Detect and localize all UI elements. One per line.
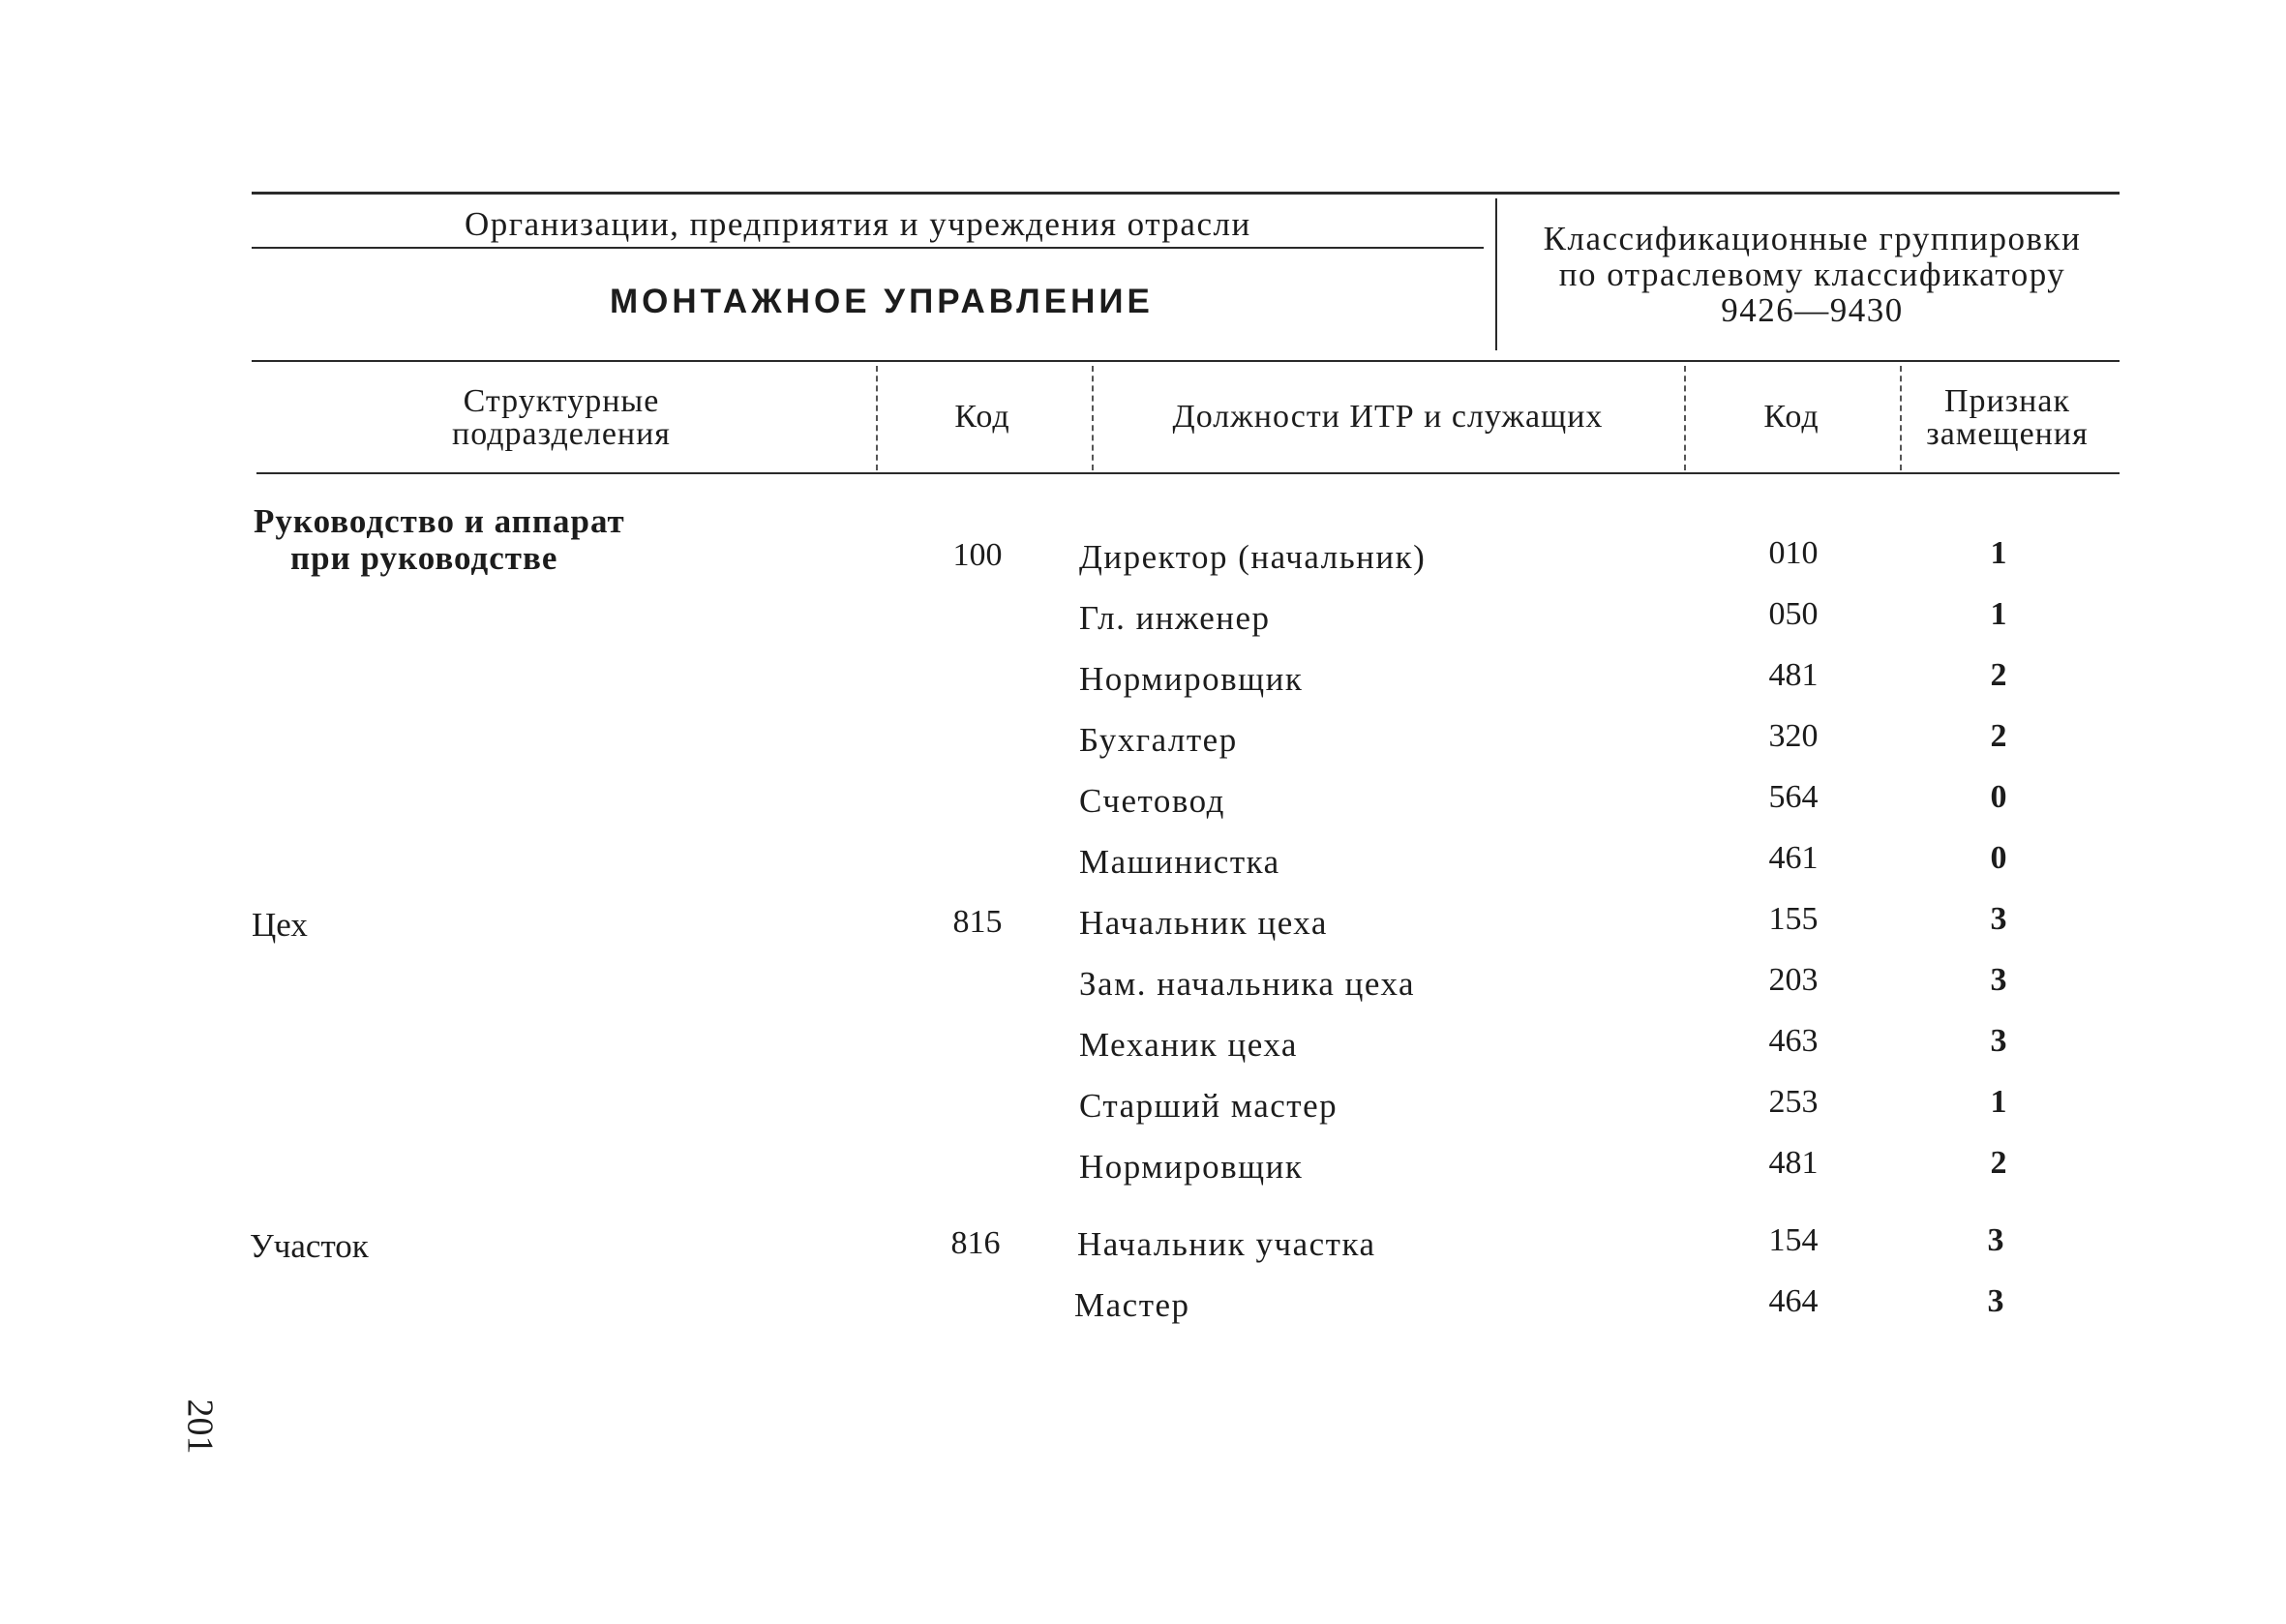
- replacement-sign: 3: [1987, 1222, 2004, 1258]
- org-title: МОНТАЖНОЕ УПРАВЛЕНИЕ: [610, 283, 1154, 320]
- position-code: 461: [1768, 840, 1819, 876]
- replacement-sign: 3: [1990, 901, 2007, 937]
- dept-management-line-2: при руководстве: [290, 539, 558, 577]
- position-code: 320: [1768, 718, 1819, 754]
- dept-section: Участок: [250, 1227, 369, 1265]
- replacement-sign: 3: [1987, 1283, 2004, 1319]
- position-name: Зам. начальника цеха: [1079, 965, 1416, 1003]
- org-label: Организации, предприятия и учреждения отрасли: [465, 205, 1251, 243]
- position-code: 481: [1768, 657, 1819, 693]
- classifier-heading: [1510, 221, 2115, 328]
- position-name: Мастер: [1074, 1286, 1190, 1324]
- dept-management-line-1: Руководство и аппарат: [254, 502, 625, 540]
- column-header-bottom-rule: [256, 472, 2120, 474]
- position-code: 464: [1768, 1283, 1819, 1319]
- classifier-line-1: Классификационные группировки: [1543, 220, 2082, 257]
- position-name: Счетовод: [1079, 782, 1225, 820]
- position-code: 203: [1768, 962, 1819, 998]
- position-name: Бухгалтер: [1079, 721, 1238, 759]
- position-name: Машинистка: [1079, 843, 1280, 881]
- dept-code: 815: [952, 904, 1003, 940]
- page-number: 201: [179, 1398, 221, 1455]
- column-dept: [252, 385, 871, 451]
- replacement-sign: 2: [1990, 1145, 2007, 1181]
- position-code: 253: [1768, 1084, 1819, 1120]
- position-code: 481: [1768, 1145, 1819, 1181]
- column-sign-line-2: замещения: [1926, 416, 2089, 452]
- replacement-sign: 1: [1990, 596, 2007, 632]
- position-name: Гл. инженер: [1079, 599, 1271, 637]
- org-label-rule: [252, 247, 1484, 249]
- replacement-sign: 0: [1990, 840, 2007, 876]
- classifier-line-2: по отраслевому классификатору: [1558, 256, 2066, 293]
- column-dept-code: Код: [954, 399, 1010, 435]
- replacement-sign: 2: [1990, 718, 2007, 754]
- position-code: 050: [1768, 596, 1819, 632]
- column-sign: [1900, 385, 2115, 451]
- position-name: Механик цеха: [1079, 1026, 1298, 1064]
- replacement-sign: 3: [1990, 1023, 2007, 1059]
- position-name: Начальник цеха: [1079, 904, 1328, 942]
- column-position: Должности ИТР и служащих: [1172, 399, 1604, 435]
- position-code: 154: [1768, 1222, 1819, 1258]
- column-dept-line-1: Структурные: [463, 383, 660, 419]
- column-sign-line-1: Признак: [1944, 383, 2070, 419]
- classifier-line-3: 9426—9430: [1721, 291, 1904, 329]
- replacement-sign: 2: [1990, 657, 2007, 693]
- position-name: Нормировщик: [1079, 1148, 1304, 1186]
- column-position-code: Код: [1763, 399, 1820, 435]
- replacement-sign: 3: [1990, 962, 2007, 998]
- header-divider: [1495, 198, 1497, 350]
- position-code: 463: [1768, 1023, 1819, 1059]
- dept-code: 100: [952, 537, 1003, 573]
- dept-workshop: Цех: [252, 906, 308, 944]
- position-name: Директор (начальник): [1079, 538, 1427, 576]
- replacement-sign: 1: [1990, 1084, 2007, 1120]
- position-code: 155: [1768, 901, 1819, 937]
- position-code: 010: [1768, 535, 1819, 571]
- position-name: Нормировщик: [1079, 660, 1304, 698]
- dept-management: [254, 503, 625, 577]
- dept-code: 816: [950, 1225, 1001, 1261]
- replacement-sign: 1: [1990, 535, 2007, 571]
- replacement-sign: 0: [1990, 779, 2007, 815]
- top-rule: [252, 192, 2120, 195]
- column-header-top-rule: [252, 360, 2120, 362]
- column-dept-line-2: подразделения: [452, 416, 671, 452]
- position-name: Начальник участка: [1077, 1225, 1376, 1263]
- position-name: Старший мастер: [1079, 1087, 1339, 1125]
- position-code: 564: [1768, 779, 1819, 815]
